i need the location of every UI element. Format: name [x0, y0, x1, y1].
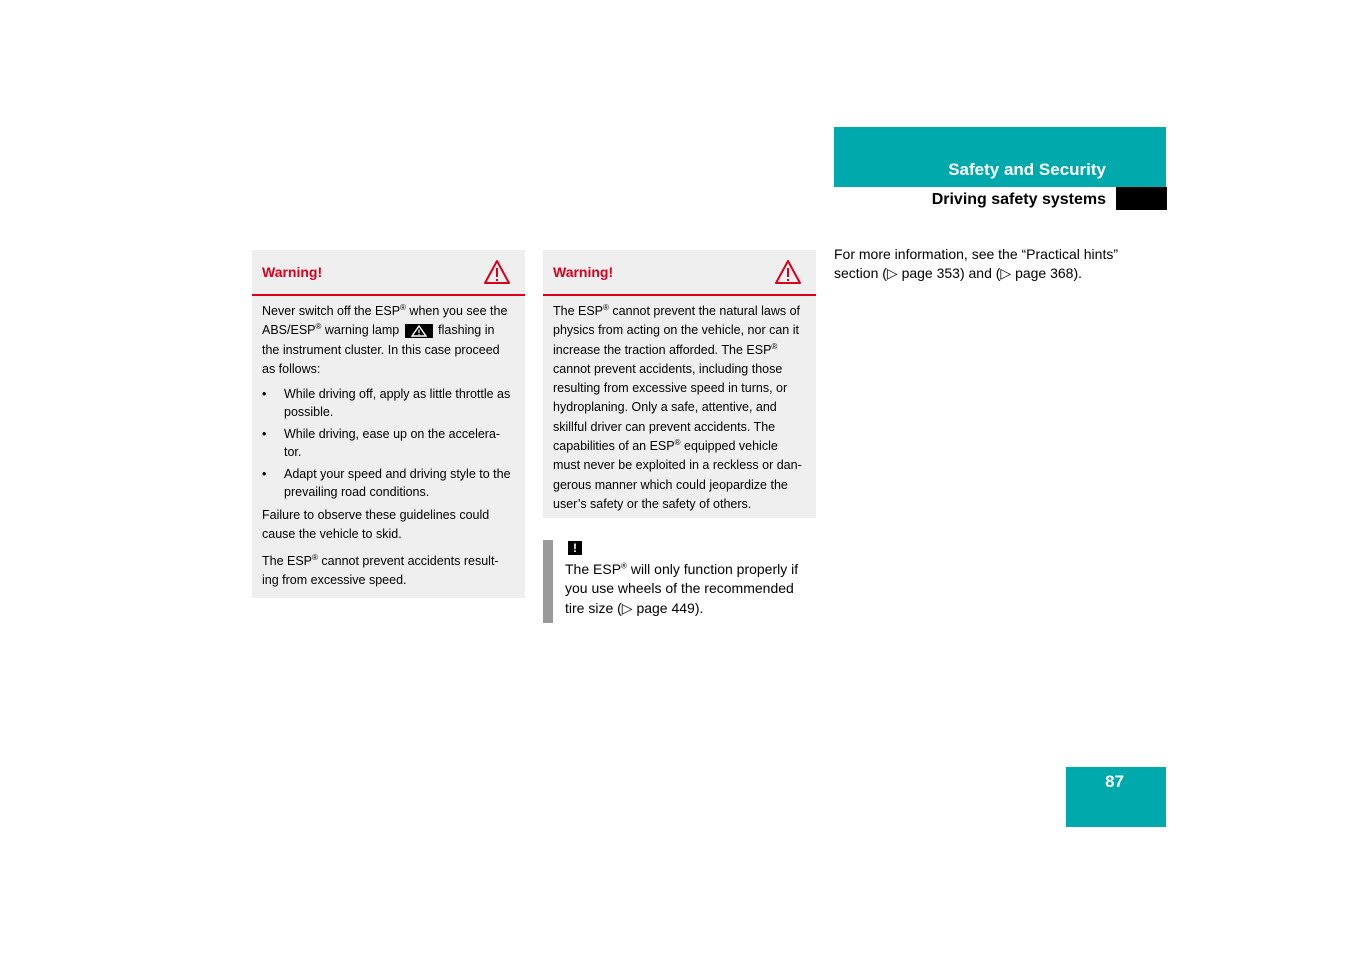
abs-esp-warning-lamp-icon [405, 324, 433, 338]
warning-triangle-icon [774, 259, 802, 285]
warning-intro: Never switch off the ESP® when you see the ABS/ESP® warning lamp flashing in the instrument cluster. In this case proceed as follows: [262, 302, 508, 376]
instruction-list [262, 386, 515, 501]
warning-box-2 [543, 250, 816, 518]
warning-paragraph: The ESP® cannot prevent accidents result-ing from excessive speed. [262, 552, 499, 588]
warning-header [543, 250, 816, 296]
list-item: • While driving, ease up on the accelera-tor. [262, 426, 515, 461]
note-box [543, 540, 816, 623]
warning-paragraph: Failure to observe these guidelines could cause the vehicle to skid. [262, 508, 490, 542]
warning-title: Warning! [553, 264, 614, 280]
page-number-box [1066, 767, 1166, 827]
section-tab-marker [1116, 187, 1167, 210]
warning-box-1 [252, 250, 525, 598]
list-item: • While driving off, apply as little throttle as possible. [262, 386, 515, 421]
page-number: 87 [1105, 772, 1124, 791]
warning-triangle-icon [483, 259, 511, 285]
exclamation-icon: ! [568, 541, 582, 555]
warning-title: Warning! [262, 264, 323, 280]
subsection-title: Driving safety systems [931, 191, 1106, 208]
warning-body [543, 296, 816, 529]
list-item: • Adapt your speed and driving style to the prevailing road conditions. [262, 466, 515, 501]
section-title: Safety and Security [948, 160, 1106, 179]
more-info-text: For more information, see the “Practical hints” section (▷ page 353) and (▷ page 368). [834, 246, 1118, 282]
note-side-bar [543, 540, 553, 623]
warning-body [252, 296, 525, 605]
warning-paragraph: The ESP® cannot prevent the natural laws of physics from acting on the vehicle, nor can it increase the traction afforded. The ESP® cannot prevent accidents, including those resulting from excessive speed in turns, or hydroplaning. Only a safe, attentive, and skillful driver can prevent accidents. The capabilities of an ESP® equipped vehicle must never be exploited in a reckless or dan-gerous manner which could jeopardize the user’s safety or the safety of others. [553, 302, 802, 511]
note-text: The ESP® will only function properly if you use wheels of the recommended tire size (▷ page 449). [565, 561, 799, 616]
warning-header [252, 250, 525, 296]
